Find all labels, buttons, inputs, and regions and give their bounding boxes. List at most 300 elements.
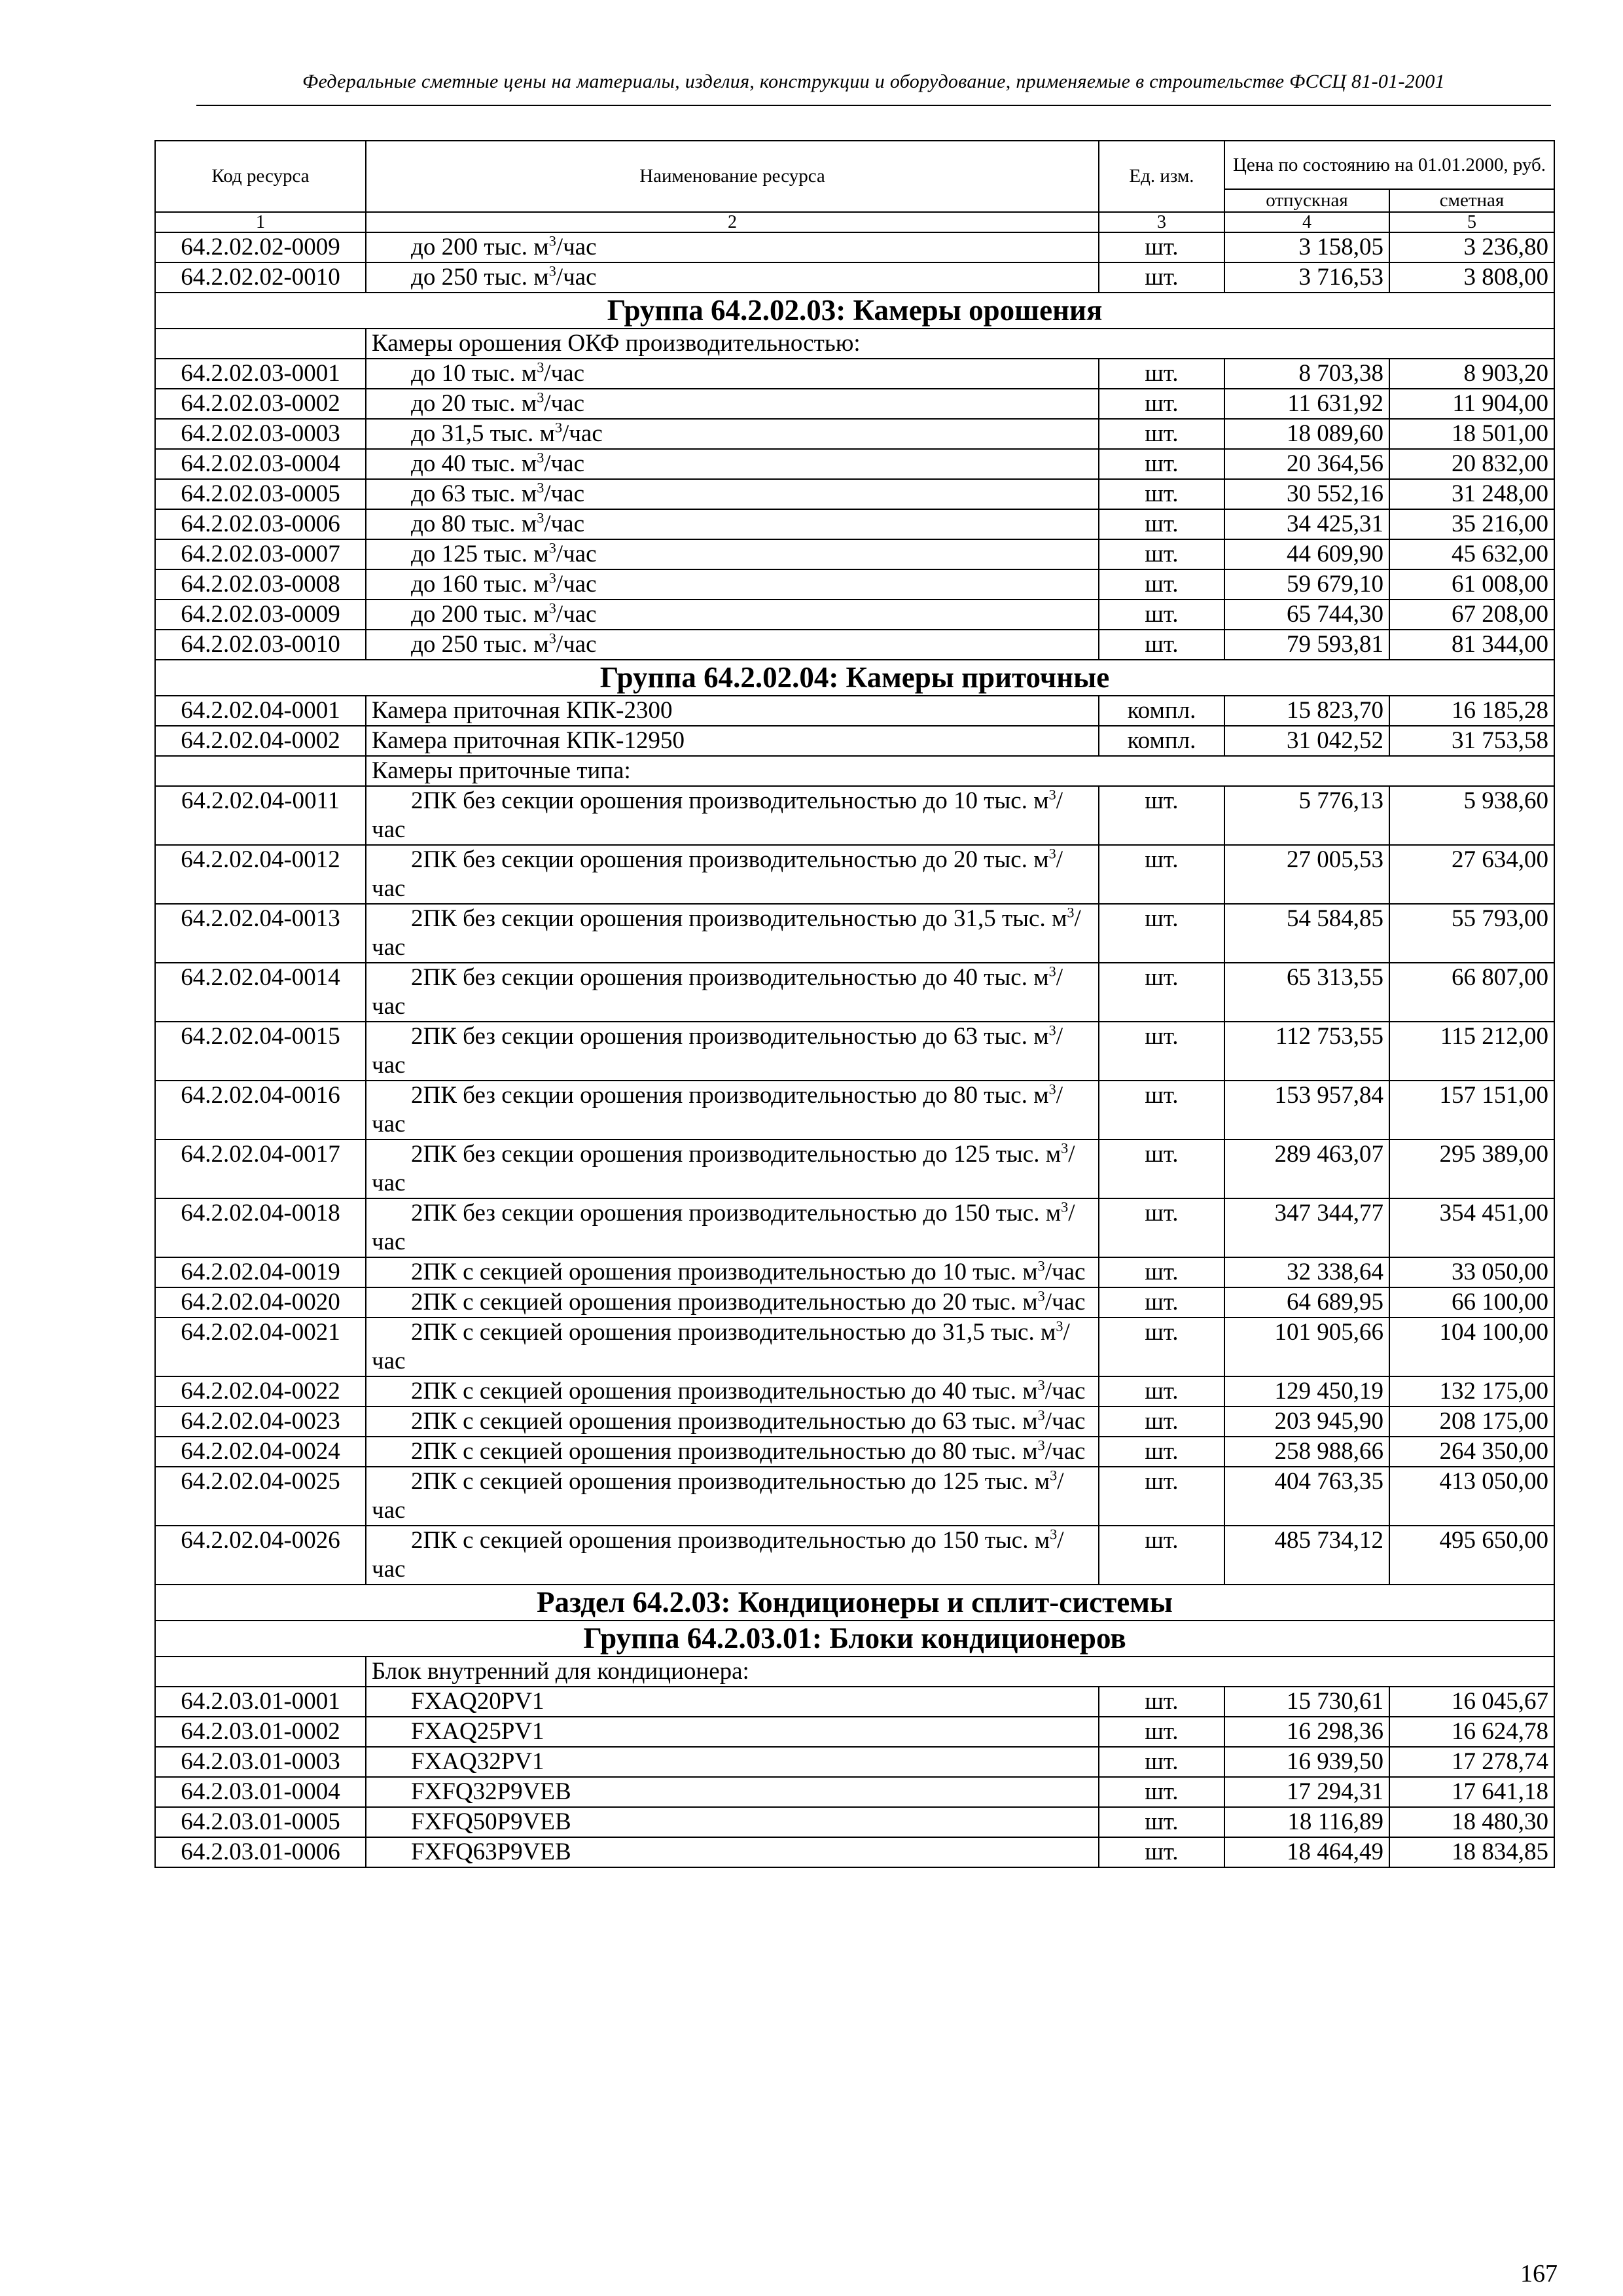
resource-name	[366, 569, 1099, 600]
unit-of-measure: шт.	[1099, 963, 1224, 1022]
price-table	[154, 140, 1555, 1868]
resource-name	[366, 389, 1099, 419]
column-number: 4	[1224, 212, 1389, 232]
resource-name-text: до 200 тыс. м	[411, 601, 549, 628]
cubic-superscript: 3	[1050, 1526, 1058, 1543]
resource-name-text: 2ПК без секции орошения производительностью до 80 тыс. м	[411, 1082, 1049, 1109]
resource-name-text: до 40 тыс. м	[411, 450, 537, 477]
resource-name	[366, 1837, 1099, 1867]
group-heading-row	[155, 1621, 1554, 1657]
resource-code: 64.2.02.04-0016	[155, 1081, 366, 1139]
resource-name	[366, 479, 1099, 509]
resource-name	[366, 1318, 1099, 1376]
table-row	[155, 1257, 1554, 1287]
price-release: 101 905,66	[1224, 1318, 1389, 1376]
price-release: 485 734,12	[1224, 1526, 1389, 1585]
resource-code: 64.2.02.04-0019	[155, 1257, 366, 1287]
resource-name-text: 2ПК с секцией орошения производительностью до 80 тыс. м	[411, 1438, 1038, 1465]
cubic-superscript: 3	[1037, 1407, 1045, 1424]
unit-of-measure: шт.	[1099, 630, 1224, 660]
resource-name-text: до 20 тыс. м	[411, 390, 537, 417]
resource-name	[366, 419, 1099, 449]
resource-name-unit-tail: /час	[372, 1319, 1070, 1374]
price-release: 79 593,81	[1224, 630, 1389, 660]
price-estimate: 18 501,00	[1389, 419, 1554, 449]
resource-name-unit-tail: /час	[556, 234, 597, 260]
table-row	[155, 1407, 1554, 1437]
resource-name	[366, 1747, 1099, 1777]
resource-name-unit-tail: /час	[556, 571, 597, 598]
price-release: 65 313,55	[1224, 963, 1389, 1022]
subgroup-caption: Камеры орошения ОКФ производительностью:	[366, 329, 1554, 359]
resource-name	[366, 1717, 1099, 1747]
resource-name-unit-tail: /час	[372, 1468, 1064, 1524]
resource-code: 64.2.02.03-0002	[155, 389, 366, 419]
cubic-superscript: 3	[554, 419, 563, 436]
resource-name-text: 2ПК с секцией орошения производительностью до 10 тыс. м	[411, 1259, 1038, 1285]
resource-code: 64.2.02.04-0017	[155, 1139, 366, 1198]
table-row	[155, 449, 1554, 479]
header-rule	[196, 105, 1551, 106]
resource-name-text: FXAQ20PV1	[411, 1688, 544, 1715]
cubic-superscript: 3	[1048, 845, 1056, 862]
resource-name	[366, 1257, 1099, 1287]
unit-of-measure: шт.	[1099, 1287, 1224, 1318]
resource-name-unit-tail: /час	[372, 905, 1081, 961]
unit-of-measure: шт.	[1099, 1807, 1224, 1837]
resource-name-unit-tail: /час	[372, 1527, 1064, 1583]
price-release: 18 089,60	[1224, 419, 1389, 449]
resource-name-unit-tail: /час	[544, 390, 585, 417]
resource-code: 64.2.02.04-0021	[155, 1318, 366, 1376]
price-release: 347 344,77	[1224, 1198, 1389, 1257]
price-estimate: 31 753,58	[1389, 726, 1554, 756]
table-row	[155, 1139, 1554, 1198]
unit-of-measure: шт.	[1099, 569, 1224, 600]
price-release: 34 425,31	[1224, 509, 1389, 539]
resource-name-unit-tail: /час	[1044, 1408, 1086, 1435]
resource-name	[366, 1022, 1099, 1081]
resource-name	[366, 232, 1099, 262]
resource-name-unit-tail: /час	[372, 1023, 1063, 1079]
unit-of-measure: компл.	[1099, 696, 1224, 726]
cubic-superscript: 3	[1037, 1287, 1045, 1304]
price-release: 5 776,13	[1224, 786, 1389, 845]
resource-name-unit-tail: /час	[556, 541, 597, 567]
resource-code: 64.2.02.04-0013	[155, 904, 366, 963]
table-row	[155, 786, 1554, 845]
caption-blank-cell	[155, 329, 366, 359]
unit-of-measure: шт.	[1099, 845, 1224, 904]
price-estimate: 495 650,00	[1389, 1526, 1554, 1585]
header-price-release: отпускная	[1224, 189, 1389, 212]
resource-name-text: до 200 тыс. м	[411, 234, 549, 260]
unit-of-measure: шт.	[1099, 389, 1224, 419]
price-release: 18 116,89	[1224, 1807, 1389, 1837]
resource-name-unit-tail: /час	[544, 511, 585, 537]
price-release: 20 364,56	[1224, 449, 1389, 479]
cubic-superscript: 3	[1037, 1376, 1045, 1393]
resource-code: 64.2.02.04-0015	[155, 1022, 366, 1081]
resource-name-text: 2ПК без секции орошения производительностью до 20 тыс. м	[411, 846, 1049, 873]
price-estimate: 66 807,00	[1389, 963, 1554, 1022]
resource-name-unit-tail: /час	[1044, 1289, 1086, 1316]
price-estimate: 31 248,00	[1389, 479, 1554, 509]
unit-of-measure: шт.	[1099, 1837, 1224, 1867]
unit-of-measure: шт.	[1099, 1318, 1224, 1376]
unit-of-measure: шт.	[1099, 539, 1224, 569]
unit-of-measure: шт.	[1099, 904, 1224, 963]
price-release: 15 730,61	[1224, 1687, 1389, 1717]
resource-name-text: 2ПК без секции орошения производительностью до 63 тыс. м	[411, 1023, 1049, 1050]
resource-code: 64.2.02.03-0007	[155, 539, 366, 569]
resource-name-unit-tail: /час	[372, 1200, 1075, 1255]
unit-of-measure: шт.	[1099, 786, 1224, 845]
resource-name-text: FXFQ32P9VEB	[411, 1778, 571, 1805]
resource-name-text: Камера приточная КПК-12950	[372, 727, 685, 754]
resource-name	[366, 449, 1099, 479]
price-release: 44 609,90	[1224, 539, 1389, 569]
price-estimate: 264 350,00	[1389, 1437, 1554, 1467]
resource-name-unit-tail: /час	[372, 964, 1063, 1020]
price-release: 54 584,85	[1224, 904, 1389, 963]
resource-name-unit-tail: /час	[562, 420, 603, 447]
price-release: 27 005,53	[1224, 845, 1389, 904]
price-estimate: 16 624,78	[1389, 1717, 1554, 1747]
group-heading: Группа 64.2.02.03: Камеры орошения	[155, 293, 1554, 329]
unit-of-measure: шт.	[1099, 600, 1224, 630]
resource-name-text: FXAQ32PV1	[411, 1748, 544, 1775]
table-row	[155, 232, 1554, 262]
table-row	[155, 726, 1554, 756]
price-estimate: 3 236,80	[1389, 232, 1554, 262]
price-release: 17 294,31	[1224, 1777, 1389, 1807]
table-row	[155, 1198, 1554, 1257]
group-heading: Раздел 64.2.03: Кондиционеры и сплит-системы	[155, 1585, 1554, 1621]
resource-name-text: Камера приточная КПК-2300	[372, 697, 673, 724]
unit-of-measure: компл.	[1099, 726, 1224, 756]
table-row	[155, 1526, 1554, 1585]
price-estimate: 5 938,60	[1389, 786, 1554, 845]
cubic-superscript: 3	[1056, 1318, 1063, 1335]
price-release: 289 463,07	[1224, 1139, 1389, 1198]
price-estimate: 33 050,00	[1389, 1257, 1554, 1287]
resource-name-unit-tail: /час	[1044, 1378, 1086, 1405]
cubic-superscript: 3	[1061, 1139, 1069, 1157]
cubic-superscript: 3	[1037, 1257, 1045, 1274]
unit-of-measure: шт.	[1099, 1407, 1224, 1437]
price-estimate: 18 480,30	[1389, 1807, 1554, 1837]
price-release: 3 716,53	[1224, 262, 1389, 293]
table-row	[155, 479, 1554, 509]
resource-name-text: 2ПК без секции орошения производительностью до 125 тыс. м	[411, 1141, 1061, 1168]
resource-code: 64.2.03.01-0004	[155, 1777, 366, 1807]
resource-name-text: до 80 тыс. м	[411, 511, 537, 537]
resource-name-unit-tail: /час	[544, 450, 585, 477]
unit-of-measure: шт.	[1099, 1467, 1224, 1526]
table-row	[155, 359, 1554, 389]
table-row	[155, 963, 1554, 1022]
header-unit: Ед. изм.	[1099, 141, 1224, 212]
unit-of-measure: шт.	[1099, 359, 1224, 389]
resource-code: 64.2.02.04-0011	[155, 786, 366, 845]
column-number: 3	[1099, 212, 1224, 232]
cubic-superscript: 3	[1061, 1198, 1069, 1215]
resource-name-text: 2ПК с секцией орошения производительностью до 40 тыс. м	[411, 1378, 1038, 1405]
resource-name-text: 2ПК с секцией орошения производительностью до 150 тыс. м	[411, 1527, 1050, 1554]
price-estimate: 104 100,00	[1389, 1318, 1554, 1376]
resource-name-text: 2ПК с секцией орошения производительностью до 20 тыс. м	[411, 1289, 1038, 1316]
price-estimate: 413 050,00	[1389, 1467, 1554, 1526]
price-estimate: 295 389,00	[1389, 1139, 1554, 1198]
subgroup-caption-row	[155, 756, 1554, 786]
price-release: 64 689,95	[1224, 1287, 1389, 1318]
resource-name	[366, 359, 1099, 389]
table-row	[155, 419, 1554, 449]
resource-name-text: 2ПК с секцией орошения производительностью до 63 тыс. м	[411, 1408, 1038, 1435]
resource-code: 64.2.02.03-0003	[155, 419, 366, 449]
table-row	[155, 1717, 1554, 1747]
table-row	[155, 845, 1554, 904]
unit-of-measure: шт.	[1099, 1747, 1224, 1777]
price-release: 16 939,50	[1224, 1747, 1389, 1777]
resource-name-unit-tail: /час	[372, 846, 1063, 902]
resource-name	[366, 1687, 1099, 1717]
price-estimate: 354 451,00	[1389, 1198, 1554, 1257]
header-code: Код ресурса	[155, 141, 366, 212]
resource-code: 64.2.03.01-0002	[155, 1717, 366, 1747]
price-estimate: 11 904,00	[1389, 389, 1554, 419]
resource-code: 64.2.02.04-0018	[155, 1198, 366, 1257]
unit-of-measure: шт.	[1099, 262, 1224, 293]
table-row	[155, 600, 1554, 630]
resource-code: 64.2.03.01-0005	[155, 1807, 366, 1837]
resource-name	[366, 1081, 1099, 1139]
resource-code: 64.2.02.04-0014	[155, 963, 366, 1022]
cubic-superscript: 3	[1048, 786, 1056, 803]
price-release: 404 763,35	[1224, 1467, 1389, 1526]
resource-name-unit-tail: /час	[372, 1141, 1075, 1196]
resource-code: 64.2.02.03-0009	[155, 600, 366, 630]
table-row	[155, 696, 1554, 726]
table-row	[155, 539, 1554, 569]
resource-code: 64.2.02.04-0022	[155, 1376, 366, 1407]
unit-of-measure: шт.	[1099, 509, 1224, 539]
resource-name-text: FXAQ25PV1	[411, 1718, 544, 1745]
resource-name-unit-tail: /час	[544, 360, 585, 387]
price-estimate: 16 185,28	[1389, 696, 1554, 726]
resource-name-text: до 250 тыс. м	[411, 264, 549, 291]
price-estimate: 81 344,00	[1389, 630, 1554, 660]
resource-code: 64.2.02.02-0010	[155, 262, 366, 293]
unit-of-measure: шт.	[1099, 419, 1224, 449]
resource-name	[366, 904, 1099, 963]
resource-name-text: 2ПК без секции орошения производительностью до 10 тыс. м	[411, 787, 1049, 814]
resource-name-unit-tail: /час	[1044, 1259, 1086, 1285]
resource-code: 64.2.02.04-0024	[155, 1437, 366, 1467]
resource-code: 64.2.02.03-0008	[155, 569, 366, 600]
price-estimate: 20 832,00	[1389, 449, 1554, 479]
group-heading-row	[155, 660, 1554, 696]
unit-of-measure: шт.	[1099, 479, 1224, 509]
header-price: Цена по состоянию на 01.01.2000, руб.	[1224, 141, 1554, 189]
header-price-estimate: сметная	[1389, 189, 1554, 212]
resource-code: 64.2.02.04-0023	[155, 1407, 366, 1437]
cubic-superscript: 3	[548, 232, 556, 249]
group-heading-row	[155, 293, 1554, 329]
resource-name	[366, 1526, 1099, 1585]
resource-name-unit-tail: /час	[556, 631, 597, 658]
group-heading: Группа 64.2.03.01: Блоки кондиционеров	[155, 1621, 1554, 1657]
cubic-superscript: 3	[537, 359, 544, 376]
resource-name-text: 2ПК без секции орошения производительностью до 40 тыс. м	[411, 964, 1049, 991]
resource-code: 64.2.03.01-0006	[155, 1837, 366, 1867]
price-release: 59 679,10	[1224, 569, 1389, 600]
price-estimate: 115 212,00	[1389, 1022, 1554, 1081]
unit-of-measure: шт.	[1099, 449, 1224, 479]
table-row	[155, 1777, 1554, 1807]
unit-of-measure: шт.	[1099, 1139, 1224, 1198]
resource-name	[366, 786, 1099, 845]
resource-name	[366, 509, 1099, 539]
resource-name-text: до 250 тыс. м	[411, 631, 549, 658]
resource-code: 64.2.02.03-0006	[155, 509, 366, 539]
resource-name	[366, 539, 1099, 569]
unit-of-measure: шт.	[1099, 1081, 1224, 1139]
table-row	[155, 1467, 1554, 1526]
page-number: 167	[1520, 2260, 1558, 2287]
resource-name-text: до 31,5 тыс. м	[411, 420, 555, 447]
table-row	[155, 509, 1554, 539]
price-release: 3 158,05	[1224, 232, 1389, 262]
price-release: 32 338,64	[1224, 1257, 1389, 1287]
resource-name	[366, 696, 1099, 726]
running-header: Федеральные сметные цены на материалы, изделия, конструкции и оборудование, применяемые в строительстве ФССЦ 81-01-2001	[302, 71, 1445, 92]
price-estimate: 66 100,00	[1389, 1287, 1554, 1318]
resource-name	[366, 1437, 1099, 1467]
table-row	[155, 1437, 1554, 1467]
resource-name-text: до 10 тыс. м	[411, 360, 537, 387]
resource-name	[366, 1467, 1099, 1526]
table-row	[155, 1081, 1554, 1139]
price-estimate: 27 634,00	[1389, 845, 1554, 904]
price-release: 31 042,52	[1224, 726, 1389, 756]
cubic-superscript: 3	[548, 600, 556, 617]
price-estimate: 17 278,74	[1389, 1747, 1554, 1777]
price-release: 129 450,19	[1224, 1376, 1389, 1407]
subgroup-caption: Камеры приточные типа:	[366, 756, 1554, 786]
cubic-superscript: 3	[1037, 1437, 1045, 1454]
resource-code: 64.2.02.04-0020	[155, 1287, 366, 1318]
resource-code: 64.2.02.04-0025	[155, 1467, 366, 1526]
header-name: Наименование ресурса	[366, 141, 1099, 212]
caption-blank-cell	[155, 1657, 366, 1687]
resource-name-text: до 63 тыс. м	[411, 480, 537, 507]
price-estimate: 132 175,00	[1389, 1376, 1554, 1407]
caption-blank-cell	[155, 756, 366, 786]
unit-of-measure: шт.	[1099, 232, 1224, 262]
resource-name-text: до 160 тыс. м	[411, 571, 549, 598]
group-heading: Группа 64.2.02.04: Камеры приточные	[155, 660, 1554, 696]
resource-code: 64.2.02.04-0012	[155, 845, 366, 904]
price-release: 112 753,55	[1224, 1022, 1389, 1081]
unit-of-measure: шт.	[1099, 1198, 1224, 1257]
resource-name	[366, 1198, 1099, 1257]
table-row	[155, 1022, 1554, 1081]
resource-name	[366, 630, 1099, 660]
resource-code: 64.2.02.04-0001	[155, 696, 366, 726]
unit-of-measure: шт.	[1099, 1526, 1224, 1585]
price-estimate: 18 834,85	[1389, 1837, 1554, 1867]
unit-of-measure: шт.	[1099, 1717, 1224, 1747]
resource-code: 64.2.02.04-0002	[155, 726, 366, 756]
price-estimate: 8 903,20	[1389, 359, 1554, 389]
price-estimate: 67 208,00	[1389, 600, 1554, 630]
price-estimate: 35 216,00	[1389, 509, 1554, 539]
resource-name-unit-tail: /час	[1044, 1438, 1086, 1465]
table-row	[155, 1376, 1554, 1407]
resource-name	[366, 1376, 1099, 1407]
resource-name	[366, 1287, 1099, 1318]
price-estimate: 16 045,67	[1389, 1687, 1554, 1717]
price-estimate: 157 151,00	[1389, 1081, 1554, 1139]
resource-code: 64.2.02.03-0004	[155, 449, 366, 479]
resource-name	[366, 262, 1099, 293]
resource-name-text: 2ПК без секции орошения производительностью до 150 тыс. м	[411, 1200, 1061, 1227]
resource-name-unit-tail: /час	[556, 601, 597, 628]
price-estimate: 208 175,00	[1389, 1407, 1554, 1437]
column-number: 5	[1389, 212, 1554, 232]
table-row	[155, 389, 1554, 419]
cubic-superscript: 3	[548, 569, 556, 586]
table-row	[155, 630, 1554, 660]
resource-name	[366, 963, 1099, 1022]
unit-of-measure: шт.	[1099, 1376, 1224, 1407]
resource-name-unit-tail: /час	[544, 480, 585, 507]
price-release: 30 552,16	[1224, 479, 1389, 509]
price-estimate: 55 793,00	[1389, 904, 1554, 963]
price-estimate: 3 808,00	[1389, 262, 1554, 293]
table-row	[155, 1687, 1554, 1717]
unit-of-measure: шт.	[1099, 1687, 1224, 1717]
subgroup-caption: Блок внутренний для кондиционера:	[366, 1657, 1554, 1687]
cubic-superscript: 3	[1048, 1022, 1056, 1039]
cubic-superscript: 3	[548, 630, 556, 647]
resource-name-text: FXFQ63P9VEB	[411, 1839, 571, 1865]
table-row	[155, 1807, 1554, 1837]
table-row	[155, 904, 1554, 963]
cubic-superscript: 3	[1050, 1467, 1058, 1484]
resource-name-text: 2ПК с секцией орошения производительностью до 31,5 тыс. м	[411, 1319, 1056, 1346]
price-estimate: 45 632,00	[1389, 539, 1554, 569]
unit-of-measure: шт.	[1099, 1777, 1224, 1807]
cubic-superscript: 3	[548, 539, 556, 556]
unit-of-measure: шт.	[1099, 1257, 1224, 1287]
resource-code: 64.2.03.01-0001	[155, 1687, 366, 1717]
price-release: 15 823,70	[1224, 696, 1389, 726]
resource-code: 64.2.03.01-0003	[155, 1747, 366, 1777]
price-release: 8 703,38	[1224, 359, 1389, 389]
table-row	[155, 1287, 1554, 1318]
resource-name-unit-tail: /час	[372, 787, 1063, 843]
unit-of-measure: шт.	[1099, 1022, 1224, 1081]
subgroup-caption-row	[155, 329, 1554, 359]
price-release: 153 957,84	[1224, 1081, 1389, 1139]
resource-code: 64.2.02.03-0010	[155, 630, 366, 660]
resource-code: 64.2.02.04-0026	[155, 1526, 366, 1585]
unit-of-measure: шт.	[1099, 1437, 1224, 1467]
column-number: 2	[366, 212, 1099, 232]
